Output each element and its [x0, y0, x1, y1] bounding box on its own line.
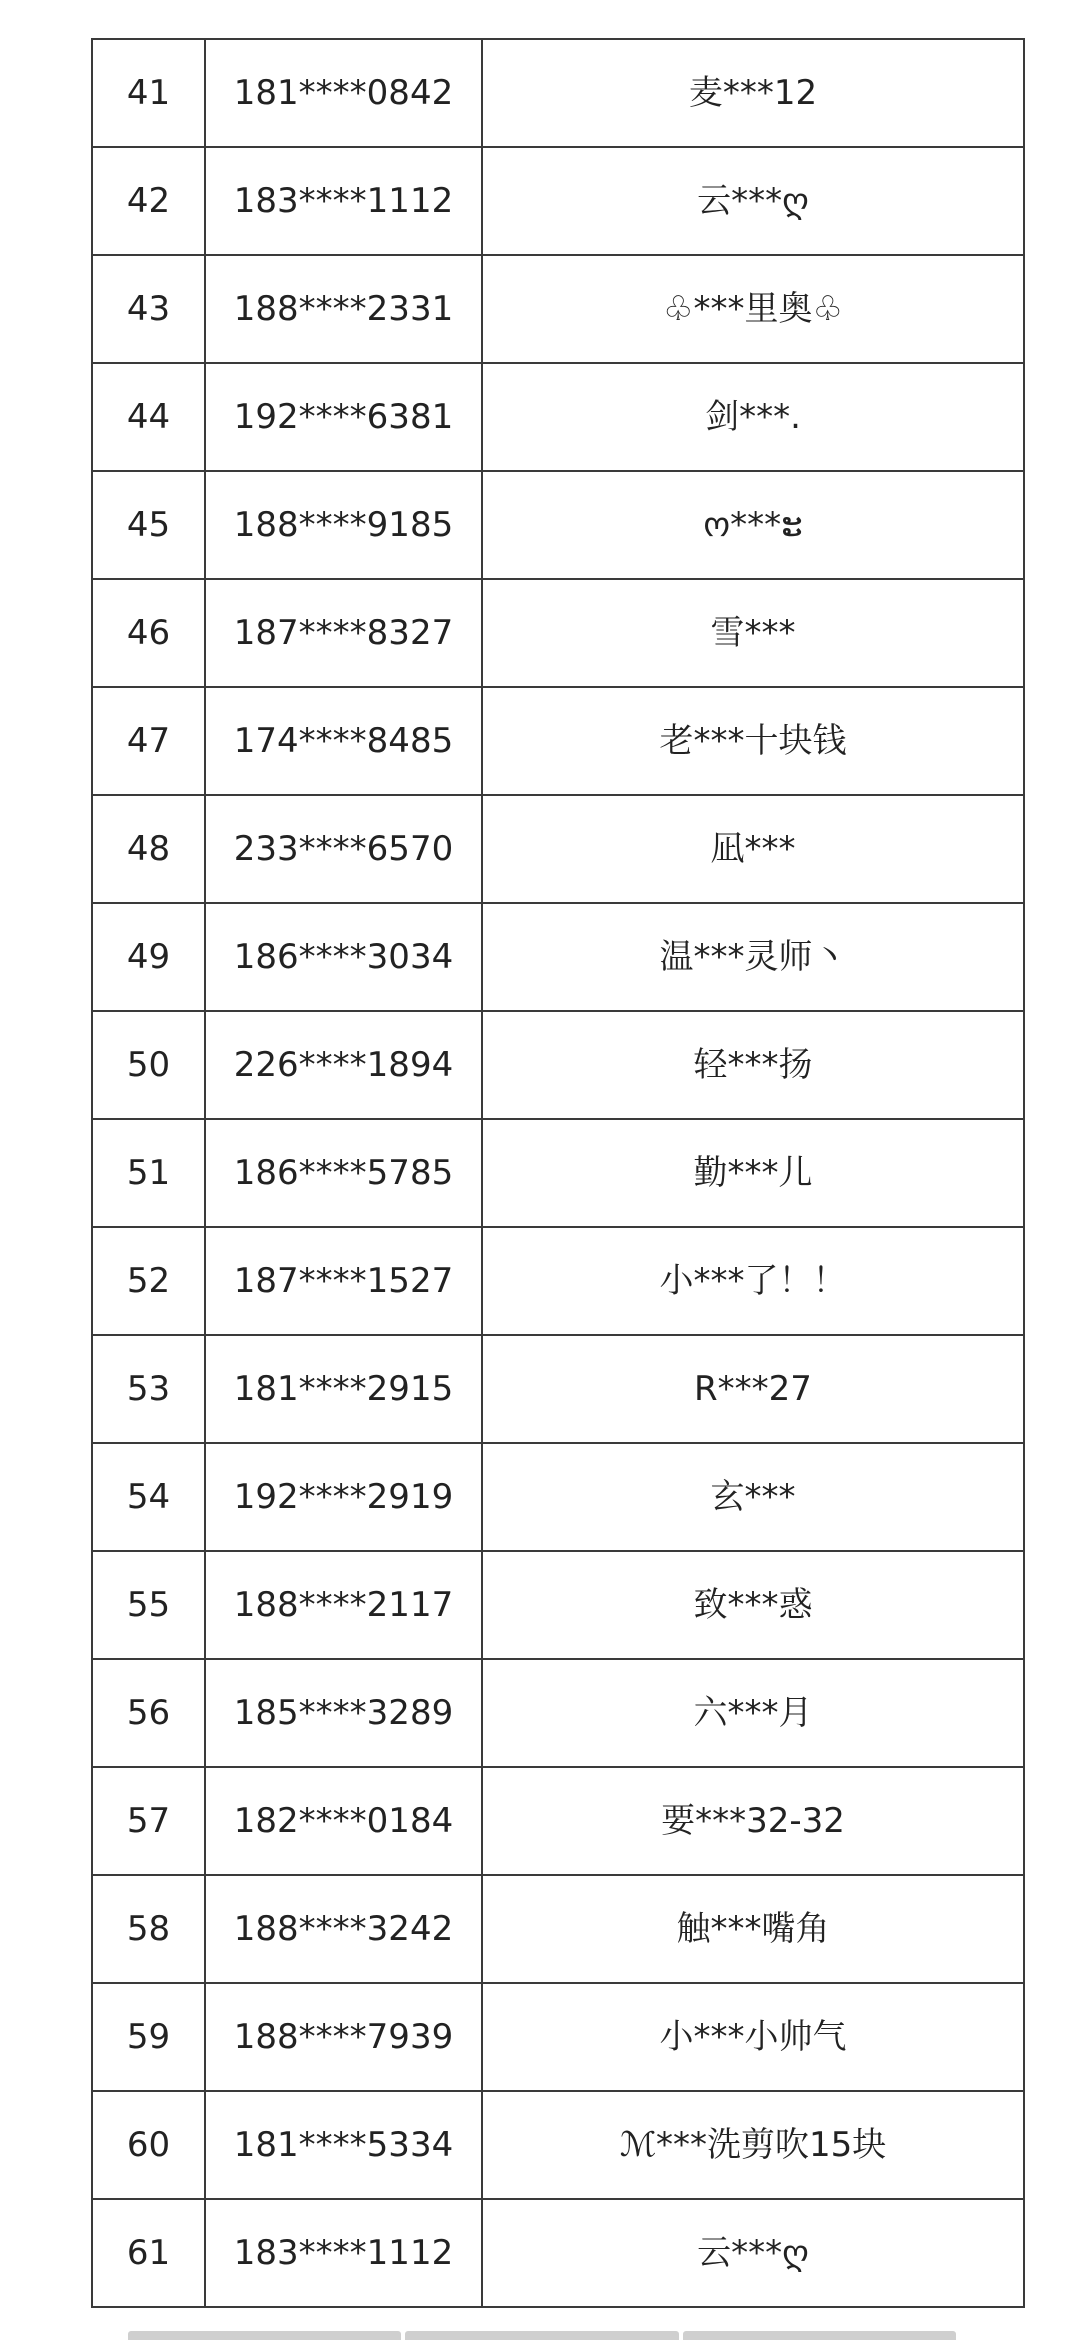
rank-cell: 48: [92, 795, 205, 903]
rank-cell: 45: [92, 471, 205, 579]
scrollbar-segment[interactable]: [128, 2331, 401, 2340]
phone-cell: 183****1112: [205, 2199, 482, 2307]
phone-cell: 188****7939: [205, 1983, 482, 2091]
phone-cell: 188****2331: [205, 255, 482, 363]
phone-cell: 181****5334: [205, 2091, 482, 2199]
table-row: [92, 363, 1024, 471]
table-row: [92, 1767, 1024, 1875]
table-row: [92, 1659, 1024, 1767]
winners-table-container: [91, 38, 1023, 2308]
rank-cell: 41: [92, 39, 205, 147]
rank-cell: 57: [92, 1767, 205, 1875]
table-row: [92, 1011, 1024, 1119]
horizontal-scrollbar[interactable]: [128, 2331, 956, 2340]
rank-cell: 56: [92, 1659, 205, 1767]
nickname-cell: 触***嘴角: [482, 1875, 1024, 1983]
nickname-cell: 雪***: [482, 579, 1024, 687]
rank-cell: 60: [92, 2091, 205, 2199]
nickname-cell: 麦***12: [482, 39, 1024, 147]
nickname-cell: 小***了！！: [482, 1227, 1024, 1335]
phone-cell: 182****0184: [205, 1767, 482, 1875]
rank-cell: 54: [92, 1443, 205, 1551]
rank-cell: 43: [92, 255, 205, 363]
scrollbar-segment[interactable]: [405, 2331, 678, 2340]
nickname-cell: 六***月: [482, 1659, 1024, 1767]
phone-cell: 233****6570: [205, 795, 482, 903]
phone-cell: 188****2117: [205, 1551, 482, 1659]
phone-cell: 174****8485: [205, 687, 482, 795]
rank-cell: 49: [92, 903, 205, 1011]
table-row: [92, 795, 1024, 903]
phone-cell: 192****6381: [205, 363, 482, 471]
nickname-cell: ♧***里奥♧: [482, 255, 1024, 363]
table-row: [92, 39, 1024, 147]
phone-cell: 187****1527: [205, 1227, 482, 1335]
rank-cell: 46: [92, 579, 205, 687]
nickname-cell: ℳ***洗剪吹15块: [482, 2091, 1024, 2199]
nickname-cell: 云***ღ: [482, 2199, 1024, 2307]
rank-cell: 51: [92, 1119, 205, 1227]
phone-cell: 226****1894: [205, 1011, 482, 1119]
rank-cell: 52: [92, 1227, 205, 1335]
table-row: [92, 579, 1024, 687]
rank-cell: 42: [92, 147, 205, 255]
winners-table: [91, 38, 1025, 2308]
phone-cell: 186****3034: [205, 903, 482, 1011]
table-row: [92, 687, 1024, 795]
phone-cell: 186****5785: [205, 1119, 482, 1227]
table-row: [92, 1875, 1024, 1983]
rank-cell: 47: [92, 687, 205, 795]
phone-cell: 192****2919: [205, 1443, 482, 1551]
phone-cell: 181****2915: [205, 1335, 482, 1443]
nickname-cell: 老***十块钱: [482, 687, 1024, 795]
table-row: [92, 2091, 1024, 2199]
table-row: [92, 2199, 1024, 2307]
phone-cell: 187****8327: [205, 579, 482, 687]
rank-cell: 58: [92, 1875, 205, 1983]
table-row: [92, 1335, 1024, 1443]
table-row: [92, 1227, 1024, 1335]
nickname-cell: 云***ღ: [482, 147, 1024, 255]
table-row: [92, 471, 1024, 579]
nickname-cell: 玄***: [482, 1443, 1024, 1551]
phone-cell: 185****3289: [205, 1659, 482, 1767]
nickname-cell: 要***32-32: [482, 1767, 1024, 1875]
nickname-cell: 勤***儿: [482, 1119, 1024, 1227]
phone-cell: 188****9185: [205, 471, 482, 579]
table-row: [92, 1983, 1024, 2091]
rank-cell: 53: [92, 1335, 205, 1443]
nickname-cell: 小***小帅气: [482, 1983, 1024, 2091]
table-row: [92, 147, 1024, 255]
table-row: [92, 1119, 1024, 1227]
nickname-cell: R***27: [482, 1335, 1024, 1443]
rank-cell: 44: [92, 363, 205, 471]
phone-cell: 181****0842: [205, 39, 482, 147]
nickname-cell: ო***ະ: [482, 471, 1024, 579]
rank-cell: 59: [92, 1983, 205, 2091]
rank-cell: 61: [92, 2199, 205, 2307]
nickname-cell: 致***惑: [482, 1551, 1024, 1659]
nickname-cell: 剑***.: [482, 363, 1024, 471]
scrollbar-segment[interactable]: [683, 2331, 956, 2340]
rank-cell: 50: [92, 1011, 205, 1119]
table-row: [92, 255, 1024, 363]
nickname-cell: 凪***: [482, 795, 1024, 903]
rank-cell: 55: [92, 1551, 205, 1659]
phone-cell: 183****1112: [205, 147, 482, 255]
table-row: [92, 1551, 1024, 1659]
table-row: [92, 1443, 1024, 1551]
phone-cell: 188****3242: [205, 1875, 482, 1983]
nickname-cell: 轻***扬: [482, 1011, 1024, 1119]
table-row: [92, 903, 1024, 1011]
nickname-cell: 温***灵师丶: [482, 903, 1024, 1011]
